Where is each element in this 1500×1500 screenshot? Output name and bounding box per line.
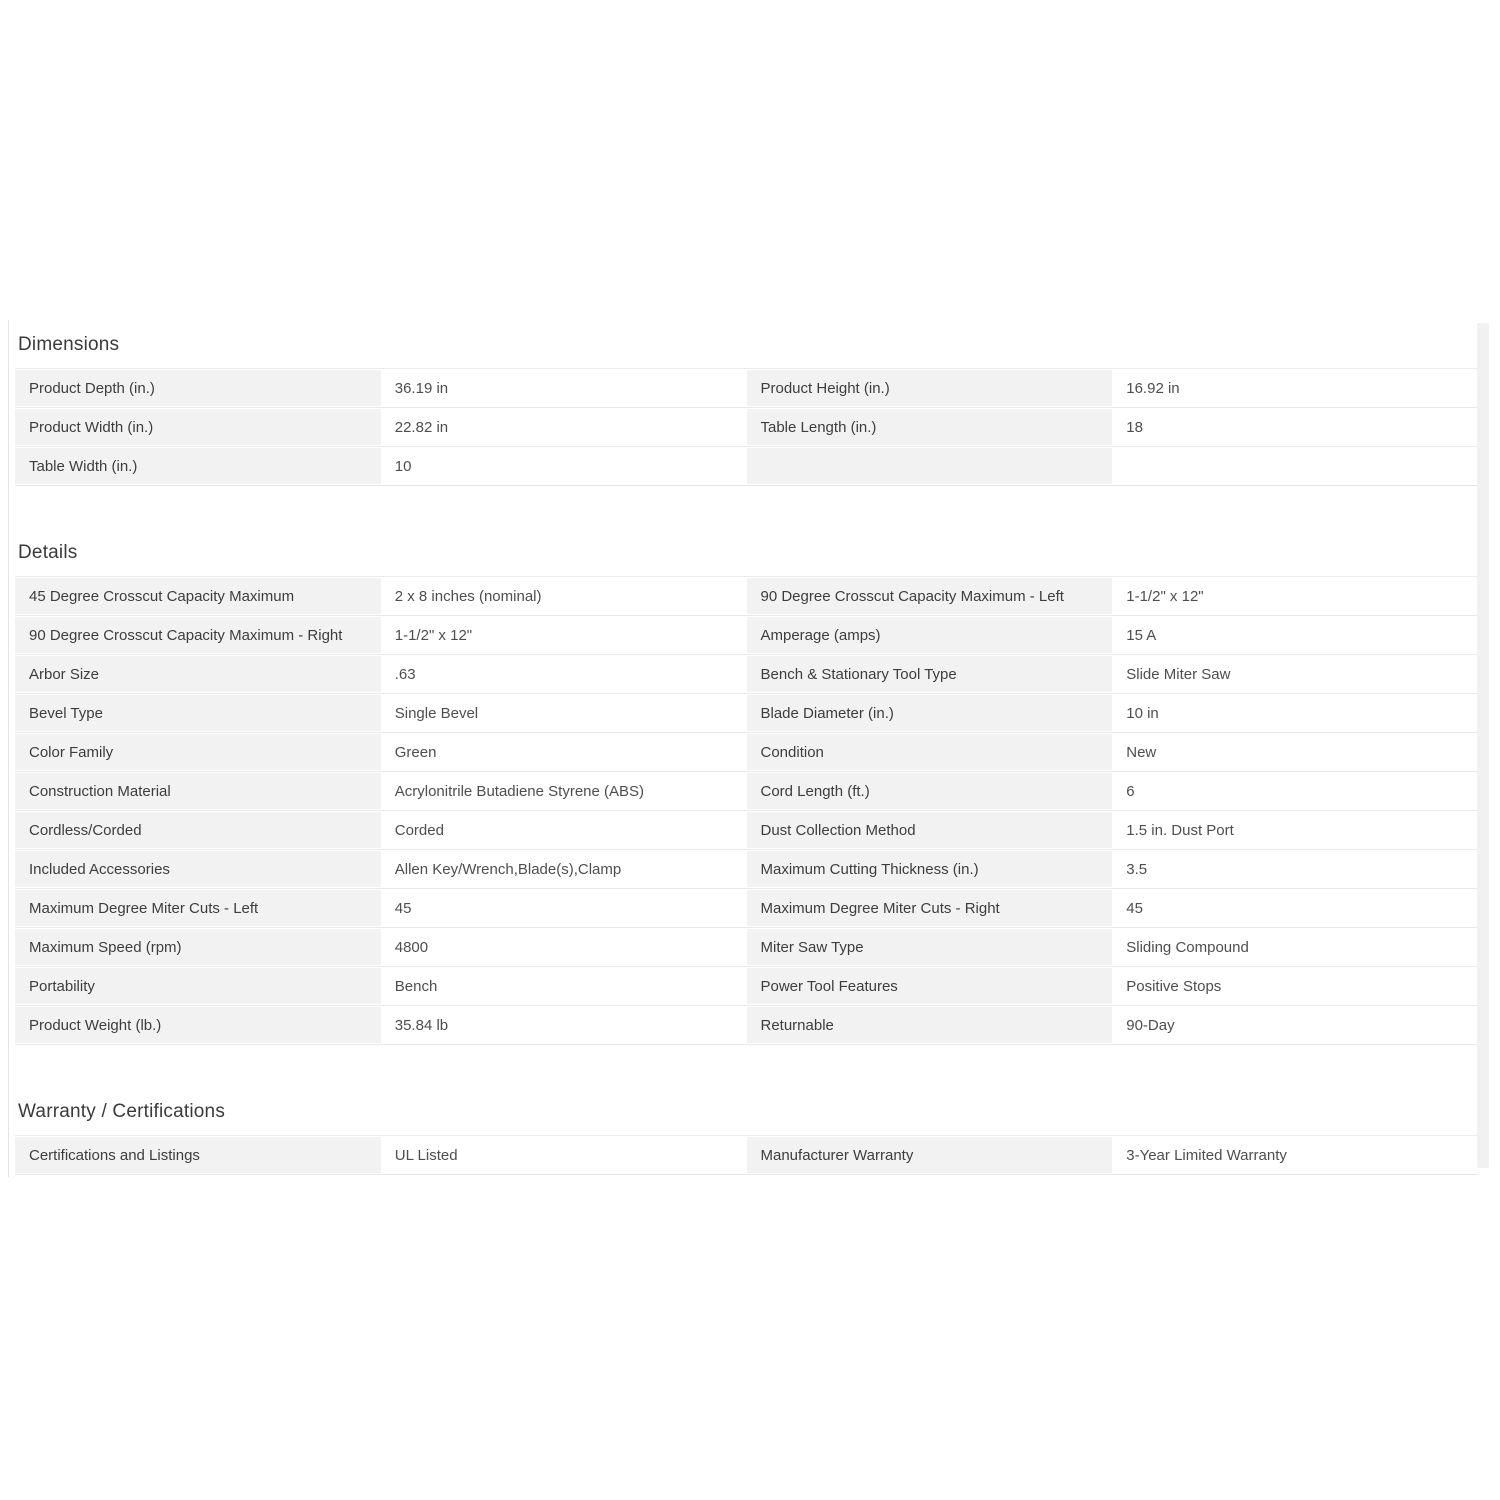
spec-value-cell: 1-1/2" x 12" — [381, 616, 747, 654]
section-warranty-certifications — [15, 1101, 1489, 1175]
spec-label-cell: Certifications and Listings — [15, 1136, 381, 1174]
spec-value-cell: 35.84 lb — [381, 1006, 747, 1044]
spec-value-cell — [1112, 447, 1478, 485]
spec-label-cell: Blade Diameter (in.) — [747, 694, 1113, 732]
spec-label-cell: Portability — [15, 967, 381, 1005]
spec-table-warranty-certifications — [15, 1135, 1478, 1175]
section-dimensions — [15, 334, 1489, 486]
spec-label-cell: Included Accessories — [15, 850, 381, 888]
table-row — [15, 577, 1478, 616]
spec-label-cell: Condition — [747, 733, 1113, 771]
spec-label-cell: Construction Material — [15, 772, 381, 810]
spec-label-cell: Maximum Degree Miter Cuts - Right — [747, 889, 1113, 927]
spec-label-cell: Table Length (in.) — [747, 408, 1113, 446]
table-row — [15, 655, 1478, 694]
spec-value-cell: Positive Stops — [1112, 967, 1478, 1005]
spec-value-cell: Allen Key/Wrench,Blade(s),Clamp — [381, 850, 747, 888]
spec-value-cell: Corded — [381, 811, 747, 849]
spec-value-cell: Slide Miter Saw — [1112, 655, 1478, 693]
spec-value-cell: 6 — [1112, 772, 1478, 810]
spec-value-cell: Bench — [381, 967, 747, 1005]
spec-value-cell: 45 — [381, 889, 747, 927]
spec-sections — [9, 334, 1489, 1175]
spec-value-cell: 3-Year Limited Warranty — [1112, 1136, 1478, 1174]
spec-value-cell: 10 — [381, 447, 747, 485]
spec-value-cell: 15 A — [1112, 616, 1478, 654]
table-row — [15, 967, 1478, 1006]
spec-label-cell: Manufacturer Warranty — [747, 1136, 1113, 1174]
spec-value-cell: Acrylonitrile Butadiene Styrene (ABS) — [381, 772, 747, 810]
spec-label-cell: 90 Degree Crosscut Capacity Maximum - Left — [747, 577, 1113, 615]
spec-value-cell: 90-Day — [1112, 1006, 1478, 1044]
spec-label-cell: Cord Length (ft.) — [747, 772, 1113, 810]
spec-value-cell: Single Bevel — [381, 694, 747, 732]
spec-label-cell: Power Tool Features — [747, 967, 1113, 1005]
section-title-warranty-certifications: Warranty / Certifications — [18, 1101, 226, 1122]
table-row — [15, 447, 1478, 485]
spec-value-cell: New — [1112, 733, 1478, 771]
spec-value-cell: 10 in — [1112, 694, 1478, 732]
section-title-details: Details — [18, 542, 78, 563]
spec-label-cell: Cordless/Corded — [15, 811, 381, 849]
spec-label-cell: 45 Degree Crosscut Capacity Maximum — [15, 577, 381, 615]
spec-table-dimensions — [15, 368, 1478, 486]
spec-label-cell: Dust Collection Method — [747, 811, 1113, 849]
spec-label-cell: Maximum Degree Miter Cuts - Left — [15, 889, 381, 927]
spec-value-cell: Sliding Compound — [1112, 928, 1478, 966]
spec-table-details — [15, 576, 1478, 1045]
spec-value-cell: 3.5 — [1112, 850, 1478, 888]
spec-label-cell: Product Weight (lb.) — [15, 1006, 381, 1044]
table-row — [15, 928, 1478, 967]
table-row — [15, 733, 1478, 772]
spec-label-cell: Maximum Speed (rpm) — [15, 928, 381, 966]
table-row — [15, 811, 1478, 850]
spec-label-cell — [747, 447, 1113, 485]
spec-value-cell: 2 x 8 inches (nominal) — [381, 577, 747, 615]
table-row — [15, 772, 1478, 811]
table-row — [15, 1136, 1478, 1174]
table-row — [15, 616, 1478, 655]
table-row — [15, 889, 1478, 928]
spec-label-cell: Product Width (in.) — [15, 408, 381, 446]
table-row — [15, 408, 1478, 447]
vertical-scrollbar[interactable] — [1477, 323, 1489, 1168]
spec-value-cell: 36.19 in — [381, 369, 747, 407]
spec-label-cell: Table Width (in.) — [15, 447, 381, 485]
spec-label-cell: Arbor Size — [15, 655, 381, 693]
spec-label-cell: Miter Saw Type — [747, 928, 1113, 966]
spec-value-cell: .63 — [381, 655, 747, 693]
spec-value-cell: 22.82 in — [381, 408, 747, 446]
spec-label-cell: Color Family — [15, 733, 381, 771]
table-row — [15, 1006, 1478, 1044]
spec-label-cell: Bench & Stationary Tool Type — [747, 655, 1113, 693]
spec-label-cell: Returnable — [747, 1006, 1113, 1044]
spec-label-cell: Amperage (amps) — [747, 616, 1113, 654]
spec-value-cell: 18 — [1112, 408, 1478, 446]
spec-value-cell: 4800 — [381, 928, 747, 966]
spec-value-cell: 16.92 in — [1112, 369, 1478, 407]
spec-label-cell: Bevel Type — [15, 694, 381, 732]
spec-label-cell: Maximum Cutting Thickness (in.) — [747, 850, 1113, 888]
table-row — [15, 369, 1478, 408]
spec-label-cell: Product Height (in.) — [747, 369, 1113, 407]
section-details — [15, 542, 1489, 1045]
spec-value-cell: 45 — [1112, 889, 1478, 927]
spec-label-cell: 90 Degree Crosscut Capacity Maximum - Right — [15, 616, 381, 654]
specifications-panel — [8, 320, 1489, 1177]
spec-value-cell: UL Listed — [381, 1136, 747, 1174]
spec-value-cell: 1-1/2" x 12" — [1112, 577, 1478, 615]
table-row — [15, 850, 1478, 889]
spec-value-cell: Green — [381, 733, 747, 771]
spec-label-cell: Product Depth (in.) — [15, 369, 381, 407]
table-row — [15, 694, 1478, 733]
spec-value-cell: 1.5 in. Dust Port — [1112, 811, 1478, 849]
section-title-dimensions: Dimensions — [18, 334, 120, 355]
